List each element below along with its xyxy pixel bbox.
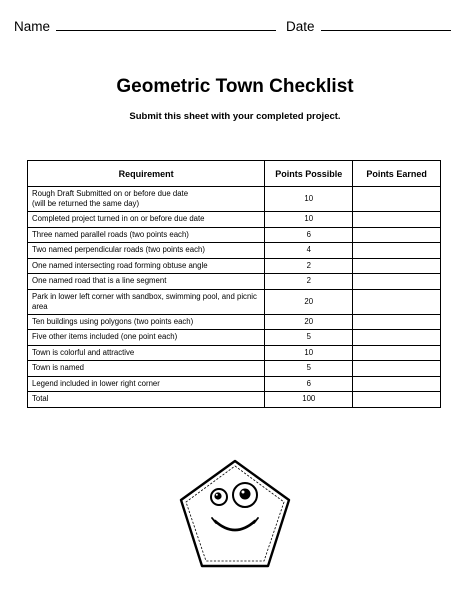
points-possible-cell: 10 [265,345,353,361]
points-earned-cell[interactable] [353,330,441,346]
points-earned-cell[interactable] [353,227,441,243]
requirement-cell: Town is named [28,361,265,377]
points-earned-cell[interactable] [353,187,441,212]
requirement-cell: Five other items included (one point each) [28,330,265,346]
points-earned-cell[interactable] [353,258,441,274]
requirement-cell: Completed project turned in on or before due date [28,212,265,228]
points-earned-cell[interactable] [353,289,441,314]
checklist-table [27,160,441,408]
requirement-cell: Three named parallel roads (two points each) [28,227,265,243]
points-possible-cell: 6 [265,376,353,392]
points-possible-cell: 6 [265,227,353,243]
points-earned-cell[interactable] [353,243,441,259]
points-possible-cell: 20 [265,314,353,330]
left-eye [211,489,227,505]
points-possible-cell: 5 [265,361,353,377]
points-earned-cell[interactable] [353,361,441,377]
page-title: Geometric Town Checklist [116,76,354,97]
table-row [28,314,441,330]
points-possible-cell: 5 [265,330,353,346]
name-label: Name [14,19,51,34]
table-row [28,274,441,290]
page-subtitle: Submit this sheet with your completed project. [129,111,341,122]
header-fields [14,18,444,34]
points-possible-cell: 4 [265,243,353,259]
requirement-cell: Ten buildings using polygons (two points each) [28,314,265,330]
table-row [28,243,441,259]
table-row [28,376,441,392]
total-points-possible-cell: 100 [265,392,353,408]
column-header-points-possible: Points Possible [265,161,353,187]
points-possible-cell: 20 [265,289,353,314]
date-blank-line[interactable] [321,18,451,31]
right-eye [233,483,257,507]
table-row-total [28,392,441,408]
points-possible-cell: 2 [265,258,353,274]
table-row [28,330,441,346]
table-header-row [28,161,441,187]
requirement-cell: Legend included in lower right corner [28,376,265,392]
requirement-cell: One named road that is a line segment [28,274,265,290]
points-earned-cell[interactable] [353,376,441,392]
requirement-cell: Two named perpendicular roads (two points each) [28,243,265,259]
date-label: Date [286,19,315,34]
table-row [28,212,441,228]
table-row [28,258,441,274]
column-header-points-earned: Points Earned [353,161,441,187]
table-row [28,187,441,212]
column-header-requirement: Requirement [28,161,265,187]
points-earned-cell[interactable] [353,212,441,228]
name-blank-line[interactable] [56,18,276,31]
table-row [28,289,441,314]
requirement-cell: One named intersecting road forming obtuse angle [28,258,265,274]
points-possible-cell: 10 [265,187,353,212]
points-earned-cell[interactable] [353,345,441,361]
points-possible-cell: 2 [265,274,353,290]
points-earned-cell[interactable] [353,274,441,290]
points-possible-cell: 10 [265,212,353,228]
table-row [28,361,441,377]
points-earned-cell[interactable] [353,314,441,330]
requirement-cell: Rough Draft Submitted on or before due date (will be returned the same day) [28,187,265,212]
total-points-earned-cell[interactable] [353,392,441,408]
requirement-cell: Park in lower left corner with sandbox, swimming pool, and picnic area [28,289,265,314]
total-label-cell: Total [28,392,265,408]
table-row [28,345,441,361]
smiling-pentagon-icon [175,455,295,575]
table-row [28,227,441,243]
requirement-cell: Town is colorful and attractive [28,345,265,361]
